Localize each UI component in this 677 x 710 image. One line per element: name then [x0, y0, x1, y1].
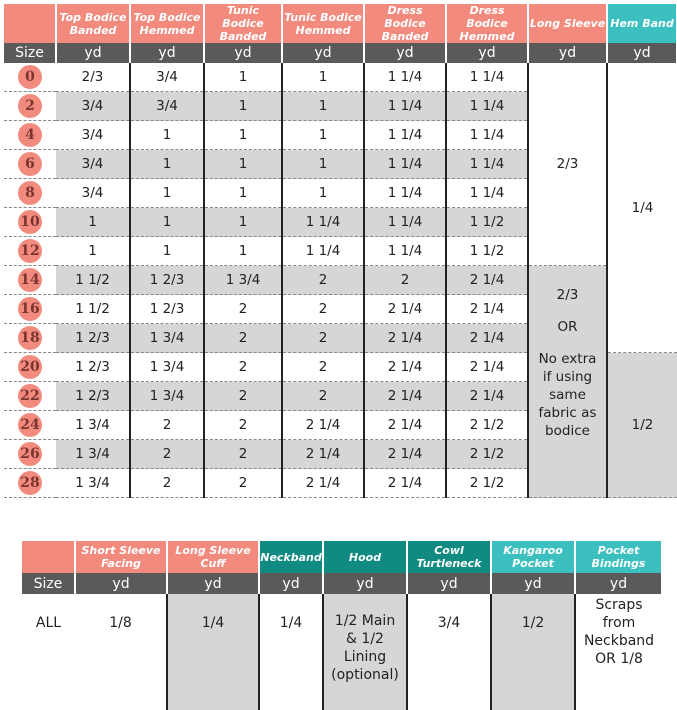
- size-cell: [4, 237, 56, 266]
- yardage-cell: 1/2: [491, 594, 575, 710]
- yardage-cell: 2: [282, 353, 364, 382]
- yardage-cell: Scraps from Neckband OR 1/8: [583, 597, 655, 667]
- column-header: Dress Bodice Banded: [364, 4, 446, 43]
- unit-cell: yd: [56, 43, 130, 63]
- yardage-cell: 1 2/3: [56, 324, 130, 353]
- yardage-cell: 2: [364, 266, 446, 295]
- yardage-cell: 1 1/2: [56, 295, 130, 324]
- yardage-cell: 2: [130, 411, 204, 440]
- yardage-cell: 1 1/4: [364, 150, 446, 179]
- yardage-cell: 1 1/4: [364, 237, 446, 266]
- unit-cell: yd: [364, 43, 446, 63]
- yardage-cell: 1: [204, 92, 282, 121]
- yardage-cell: 1 3/4: [56, 411, 130, 440]
- unit-cell: yd: [282, 43, 364, 63]
- yardage-cell: 1: [204, 63, 282, 92]
- yardage-cell: 2 1/2: [446, 411, 528, 440]
- unit-cell: yd: [607, 43, 677, 63]
- yardage-cell: 2 1/4: [364, 324, 446, 353]
- column-header: Hem Band: [607, 4, 677, 43]
- yardage-cell: 2 1/4: [446, 266, 528, 295]
- yardage-cell: 1: [204, 208, 282, 237]
- yardage-cell: 2: [204, 353, 282, 382]
- yardage-cell: 1/8: [75, 594, 167, 710]
- yardage-cell: 1: [130, 179, 204, 208]
- yardage-cell: 1 1/4: [446, 92, 528, 121]
- yardage-cell: 1: [56, 237, 130, 266]
- long-sleeve-large-cell: [528, 266, 607, 498]
- size-cell: [4, 121, 56, 150]
- size-badge: 26: [18, 442, 42, 466]
- yardage-cell: 1 3/4: [56, 469, 130, 498]
- yardage-cell: 2 1/4: [364, 353, 446, 382]
- yardage-cell: 1 1/4: [446, 63, 528, 92]
- yardage-cell: 2: [204, 324, 282, 353]
- yardage-cell: 1: [282, 179, 364, 208]
- yardage-cell: 1 2/3: [56, 353, 130, 382]
- size-badge: 28: [18, 471, 42, 495]
- column-header: Cowl Turtleneck: [407, 541, 491, 573]
- unit-cell: yd: [323, 573, 407, 594]
- yardage-cell: 2: [282, 324, 364, 353]
- hem-band-small-cell: 1/4: [607, 63, 677, 353]
- hem-band-large-cell: 1/2: [607, 353, 677, 498]
- long-sleeve-note: 2/3: [556, 287, 579, 303]
- size-cell: [4, 63, 56, 92]
- corner-cell: [4, 4, 56, 43]
- unit-cell: yd: [167, 573, 259, 594]
- unit-cell: yd: [446, 43, 528, 63]
- long-sleeve-small-cell: 2/3: [528, 63, 607, 266]
- yardage-cell: 1 3/4: [56, 440, 130, 469]
- yardage-cell: 3/4: [130, 63, 204, 92]
- yardage-cell: 2 1/4: [282, 440, 364, 469]
- unit-cell: yd: [407, 573, 491, 594]
- main-yardage-table: [4, 4, 677, 498]
- yardage-cell: 1: [282, 150, 364, 179]
- yardage-cell: 2 1/4: [364, 440, 446, 469]
- size-cell: [4, 411, 56, 440]
- size-badge: 10: [18, 210, 42, 234]
- unit-cell: yd: [204, 43, 282, 63]
- yardage-cell: 1: [204, 237, 282, 266]
- column-header: Top Bodice Hemmed: [130, 4, 204, 43]
- yardage-cell: 2: [204, 469, 282, 498]
- yardage-cell: 1 3/4: [130, 324, 204, 353]
- size-badge: 2: [18, 94, 42, 118]
- yardage-cell: 2 1/4: [364, 382, 446, 411]
- size-badge: 20: [18, 355, 42, 379]
- column-header: Pocket Bindings: [575, 541, 662, 573]
- yardage-cell: 1: [130, 150, 204, 179]
- size-cell: [4, 324, 56, 353]
- yardage-cell: 2 1/4: [282, 469, 364, 498]
- long-sleeve-note: OR: [557, 319, 578, 335]
- yardage-cell: 2: [282, 295, 364, 324]
- yardage-cell: 3/4: [407, 594, 491, 710]
- yardage-cell: 1 1/4: [446, 121, 528, 150]
- yardage-cell: 2: [204, 382, 282, 411]
- yardage-cell: 3/4: [56, 121, 130, 150]
- size-badge: 8: [18, 181, 42, 205]
- size-header: Size: [22, 573, 75, 594]
- column-header: Long Sleeve Cuff: [167, 541, 259, 573]
- yardage-cell: 2 1/4: [446, 382, 528, 411]
- accessory-yardage-table: [22, 541, 663, 710]
- size-cell: [4, 266, 56, 295]
- size-badge: 18: [18, 326, 42, 350]
- size-badge: 0: [18, 65, 42, 89]
- size-cell: [4, 150, 56, 179]
- yardage-cell: 1: [204, 179, 282, 208]
- yardage-cell: 1: [130, 237, 204, 266]
- yardage-cell: 2 1/2: [446, 440, 528, 469]
- size-header: Size: [4, 43, 56, 63]
- yardage-cell: 2: [282, 382, 364, 411]
- yardage-cell: 1 3/4: [130, 382, 204, 411]
- yardage-cell: 1: [130, 121, 204, 150]
- column-header: Short Sleeve Facing: [75, 541, 167, 573]
- table-row: [4, 63, 677, 92]
- yardage-cell: 1 1/4: [364, 63, 446, 92]
- yardage-cell: 2 1/4: [446, 353, 528, 382]
- column-header: Hood: [323, 541, 407, 573]
- yardage-cell: 2: [204, 411, 282, 440]
- long-sleeve-note: No extra if using same fabric as bodice: [538, 351, 597, 439]
- yardage-cell: 2 1/4: [364, 295, 446, 324]
- yardage-cell: 1: [282, 121, 364, 150]
- column-header: Top Bodice Banded: [56, 4, 130, 43]
- column-header: Tunic Bodice Hemmed: [282, 4, 364, 43]
- corner-cell: [22, 541, 75, 573]
- size-all-cell: ALL: [35, 615, 62, 631]
- table-row: [4, 266, 677, 295]
- size-cell: [4, 382, 56, 411]
- yardage-cell: 1/4: [167, 594, 259, 710]
- yardage-cell: 3/4: [56, 92, 130, 121]
- size-cell: [4, 179, 56, 208]
- yardage-cell: 2: [204, 440, 282, 469]
- size-badge: 4: [18, 123, 42, 147]
- yardage-cell: 1 1/4: [364, 179, 446, 208]
- size-badge: 24: [18, 413, 42, 437]
- unit-cell: yd: [75, 573, 167, 594]
- column-header: Dress Bodice Hemmed: [446, 4, 528, 43]
- yardage-cell: 1: [282, 63, 364, 92]
- column-header: Long Sleeve: [528, 4, 607, 43]
- yardage-cell: 1 3/4: [204, 266, 282, 295]
- unit-cell: yd: [575, 573, 662, 594]
- size-cell: [4, 92, 56, 121]
- yardage-cell: 1: [130, 208, 204, 237]
- yardage-cell: 1 1/2: [56, 266, 130, 295]
- size-badge: 16: [18, 297, 42, 321]
- yardage-cell: 1 1/4: [282, 208, 364, 237]
- yardage-cell: 2 1/4: [364, 411, 446, 440]
- yardage-cell: 1 1/4: [446, 179, 528, 208]
- yardage-cell: 3/4: [130, 92, 204, 121]
- yardage-cell: 1 1/4: [364, 92, 446, 121]
- unit-cell: yd: [130, 43, 204, 63]
- unit-cell: yd: [491, 573, 575, 594]
- yardage-cell: 2: [204, 295, 282, 324]
- yardage-cell: 2: [130, 440, 204, 469]
- yardage-cell: 3/4: [56, 150, 130, 179]
- yardage-cell: 1 3/4: [130, 353, 204, 382]
- yardage-cell: 2 1/4: [282, 411, 364, 440]
- column-header: Kangaroo Pocket: [491, 541, 575, 573]
- yardage-cell: 1: [204, 121, 282, 150]
- yardage-cell: 1 1/4: [364, 208, 446, 237]
- yardage-cell: 2 1/4: [364, 469, 446, 498]
- size-cell: [4, 440, 56, 469]
- yardage-cell: 1 1/4: [446, 150, 528, 179]
- yardage-cell: 1 1/4: [282, 237, 364, 266]
- yardage-cell: 2 1/4: [446, 324, 528, 353]
- yardage-cell: 1 1/2: [446, 237, 528, 266]
- size-cell: [4, 353, 56, 382]
- size-cell: [4, 208, 56, 237]
- yardage-cell: 2: [282, 266, 364, 295]
- yardage-cell: 1: [282, 92, 364, 121]
- unit-cell: yd: [259, 573, 323, 594]
- size-badge: 22: [18, 384, 42, 408]
- yardage-cell: 2/3: [56, 63, 130, 92]
- yardage-cell: 1 2/3: [130, 266, 204, 295]
- column-header: Neckband: [259, 541, 323, 573]
- unit-cell: yd: [528, 43, 607, 63]
- yardage-cell: 1/4: [259, 594, 323, 710]
- yardage-cell: 1 2/3: [130, 295, 204, 324]
- size-badge: 12: [18, 239, 42, 263]
- yardage-cell: 1: [56, 208, 130, 237]
- size-cell: [4, 469, 56, 498]
- yardage-cell: 3/4: [56, 179, 130, 208]
- yardage-cell: 2 1/4: [446, 295, 528, 324]
- yardage-cell: 1: [204, 150, 282, 179]
- size-badge: 6: [18, 152, 42, 176]
- yardage-cell: 2 1/2: [446, 469, 528, 498]
- column-header: Tunic Bodice Banded: [204, 4, 282, 43]
- yardage-cell: 1 1/4: [364, 121, 446, 150]
- size-badge: 14: [18, 268, 42, 292]
- yardage-cell: 2: [130, 469, 204, 498]
- yardage-cell: 1/2 Main & 1/2 Lining (optional): [323, 594, 407, 710]
- size-cell: [4, 295, 56, 324]
- yardage-cell: 1 2/3: [56, 382, 130, 411]
- yardage-cell: 1 1/2: [446, 208, 528, 237]
